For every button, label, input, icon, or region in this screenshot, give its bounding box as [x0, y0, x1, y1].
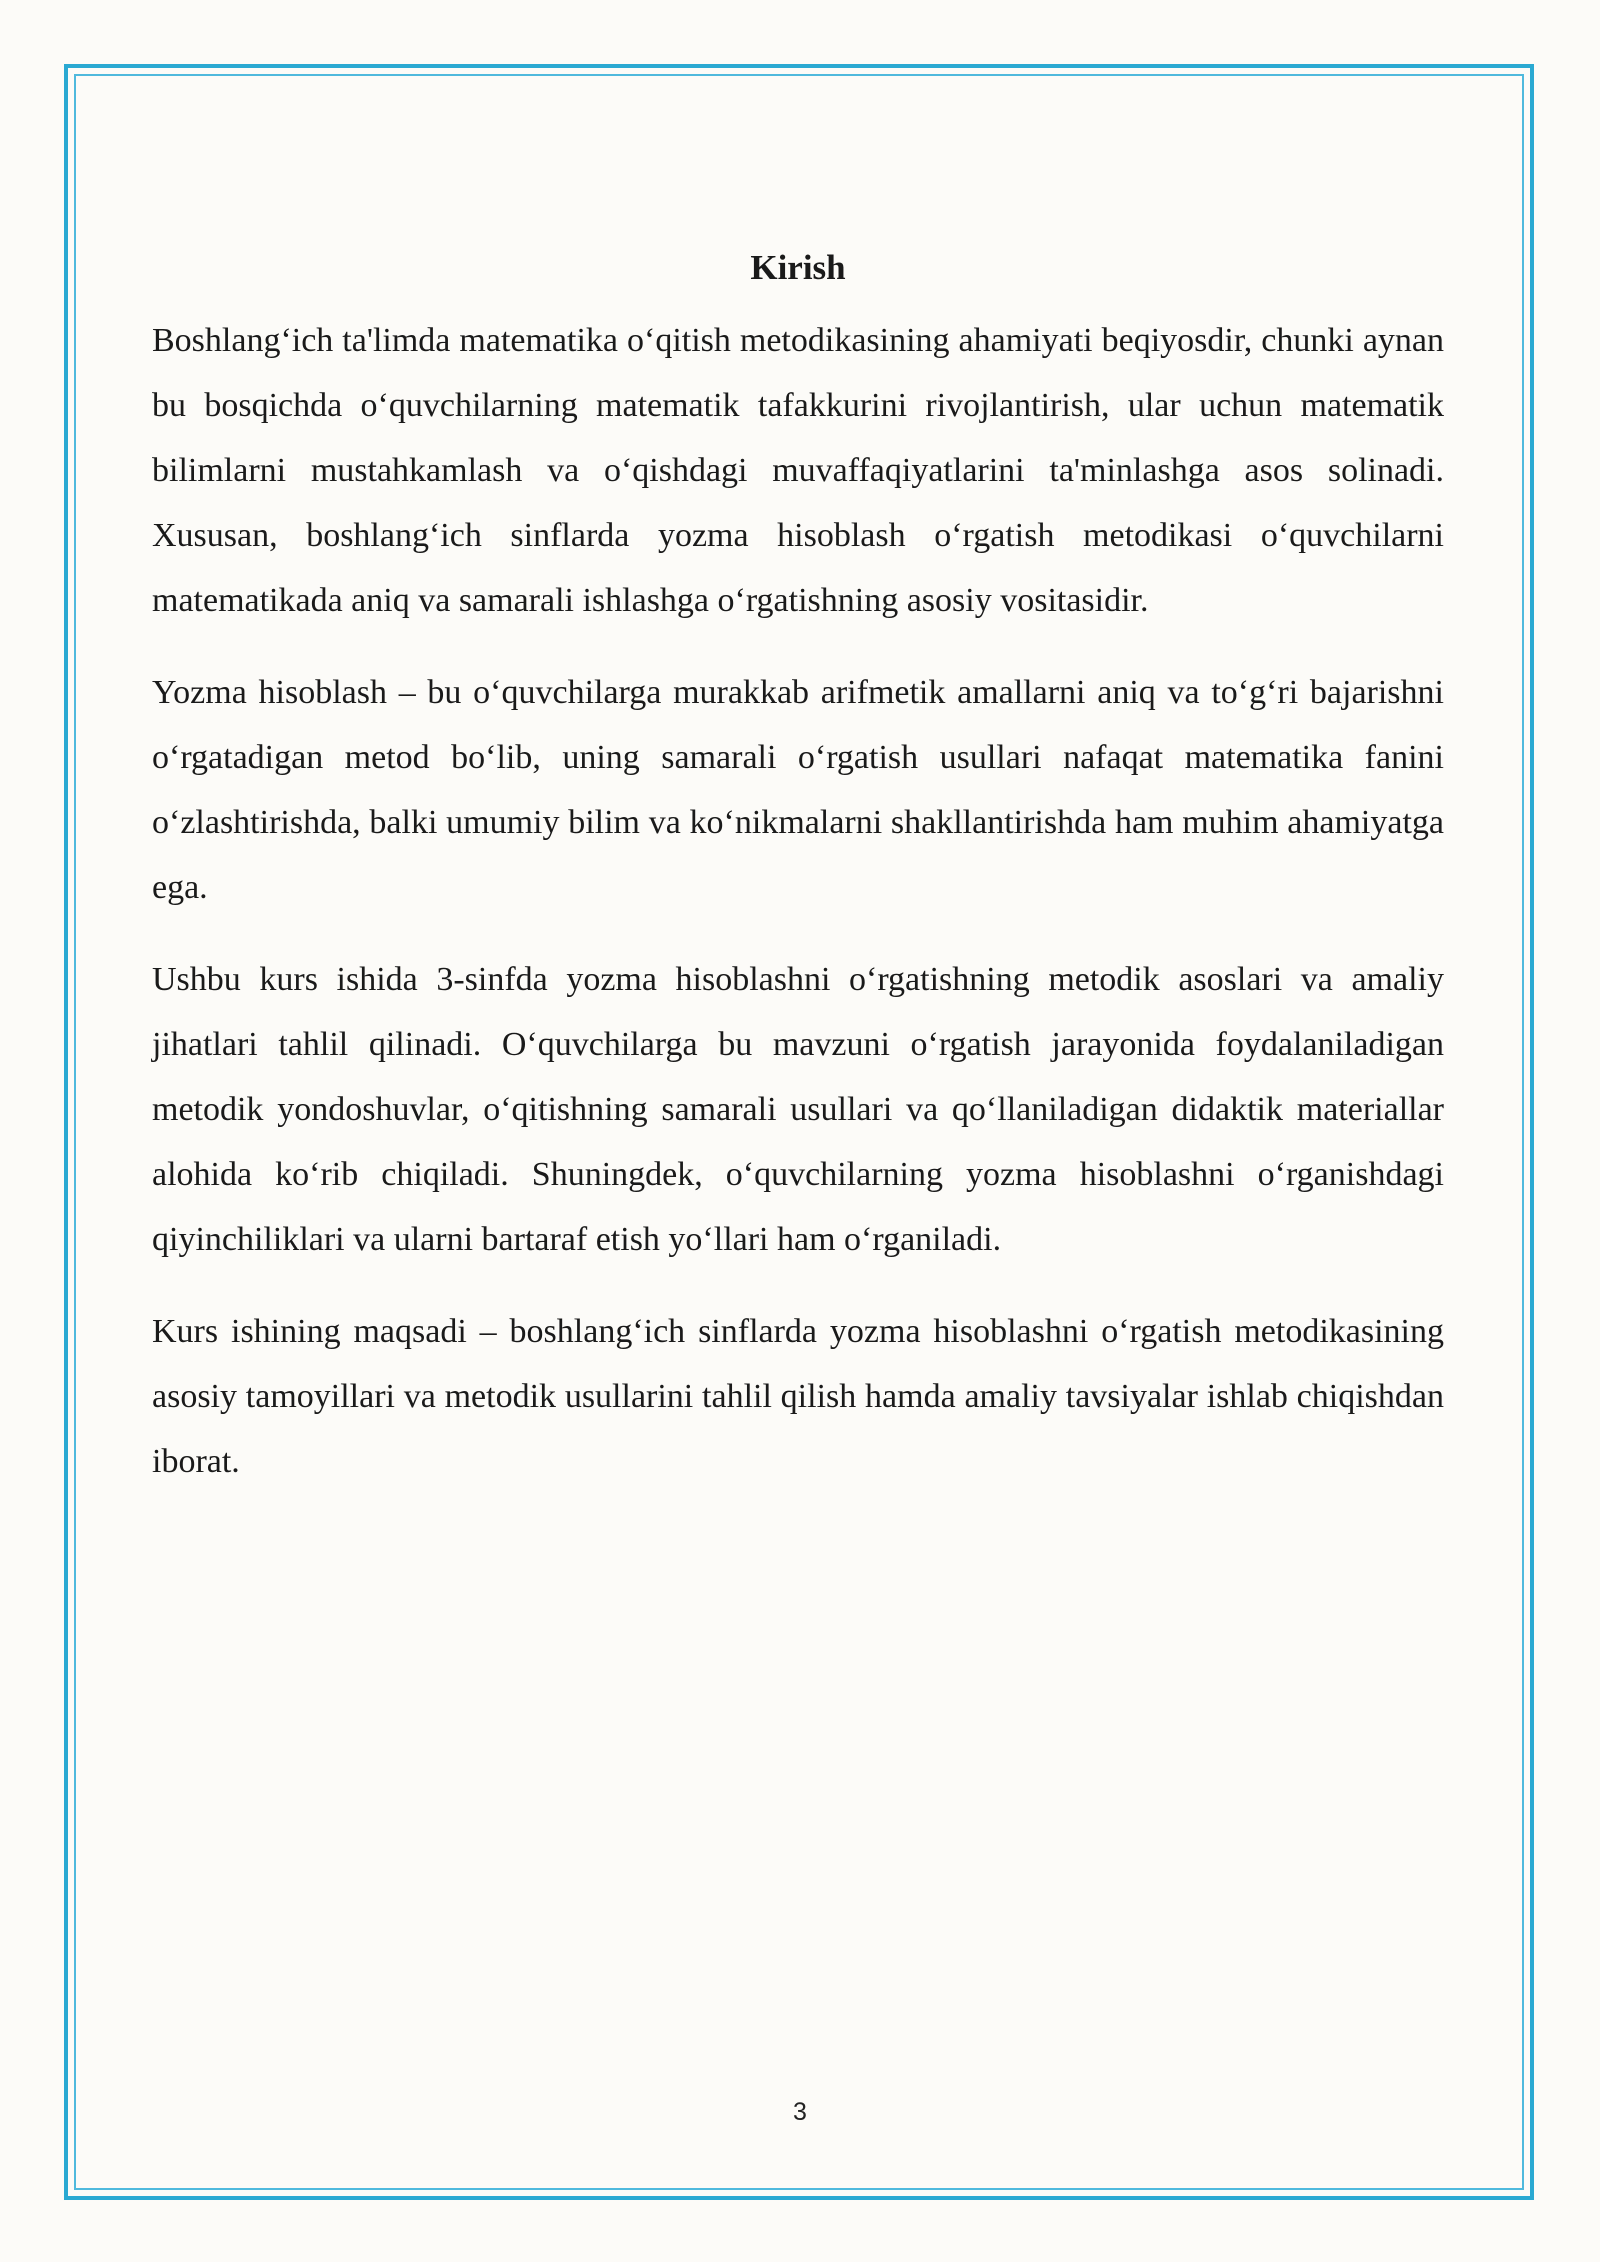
paragraph-4: Kurs ishining maqsadi – boshlang‘ich sinflarda yozma hisoblashni o‘rgatish metodikasining asosiy tamoyillari va metodik usullarini tahlil qilish hamda amaliy tavsiyalar ishlab chiqishdan iborat.	[152, 1313, 1444, 1480]
section-title: Kirish	[750, 248, 846, 287]
page-content	[152, 238, 1444, 1521]
paragraph-3: Ushbu kurs ishida 3-sinfda yozma hisoblashni o‘rgatishning metodik asoslari va amaliy jihatlari tahlil qilinadi. O‘quvchilarga bu mavzuni o‘rgatish jarayonida foydalaniladigan metodik yondoshuvlar, o‘qitishning samarali usullari va qo‘llaniladigan didaktik materiallar alohida ko‘rib chiqiladi. Shuningdek, o‘quvchilarning yozma hisoblashni o‘rganishdagi qiyinchiliklari va ularni bartaraf etish yo‘llari ham o‘rganiladi.	[152, 961, 1444, 1258]
paragraph-1: Boshlang‘ich ta'limda matematika o‘qitish metodikasining ahamiyati beqiyosdir, chunki aynan bu bosqichda o‘quvchilarning matematik tafakkurini rivojlantirish, ular uchun matematik bilimlarni mustahkamlash va o‘qishdagi muvaffaqiyatlarini ta'minlashga asos solinadi. Xususan, boshlang‘ich sinflarda yozma hisoblash o‘rgatish metodikasi o‘quvchilarni matematikada aniq va samarali ishlashga o‘rgatishning asosiy vositasidir.	[152, 322, 1444, 619]
page-number: 3	[793, 2098, 807, 2126]
paragraph-2: Yozma hisoblash – bu o‘quvchilarga murakkab arifmetik amallarni aniq va to‘g‘ri bajarishni o‘rgatadigan metod bo‘lib, uning samarali o‘rgatish usullari nafaqat matematika fanini o‘zlashtirishda, balki umumiy bilim va ko‘nikmalarni shakllantirishda ham muhim ahamiyatga ega.	[152, 674, 1444, 906]
